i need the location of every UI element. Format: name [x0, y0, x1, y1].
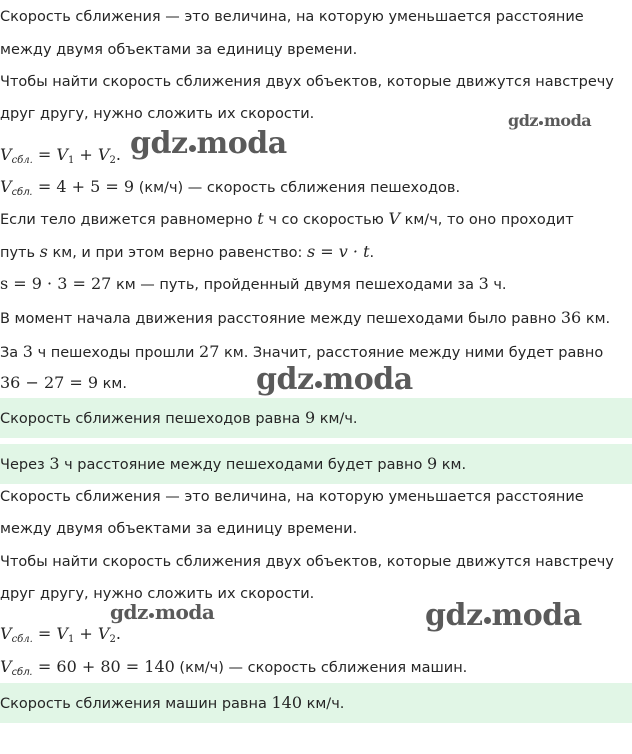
answer-text-1: Скорость сближения пешеходов равна 9 км/ч. [0, 408, 358, 427]
watermark-dot-icon [539, 121, 543, 125]
rule-line-1: Чтобы найти скорость сближения двух объектов, которые движутся навстречу [0, 74, 614, 90]
after-line-1: За 3 ч пешеходы прошли 27 км. Значит, расстояние между ними будет равно [0, 342, 604, 361]
definition-line-1b: Скорость сближения — это величина, на которую уменьшается расстояние [0, 489, 584, 505]
watermark-logo: gdz moda [508, 111, 592, 130]
rule-line-1b: Чтобы найти скорость сближения двух объектов, которые движутся навстречу [0, 554, 614, 570]
watermark-dot-icon [484, 617, 491, 624]
definition-line-1: Скорость сближения — это величина, на которую уменьшается расстояние [0, 9, 584, 25]
watermark-logo: gdz moda [425, 598, 582, 633]
after-line-2: 36 − 27 = 9 км. [0, 373, 127, 392]
path-calc: s = 9 · 3 = 27 км — путь, пройденный двумя пешеходами за 3 ч. [0, 274, 507, 293]
answer-text-2: Через 3 ч расстояние между пешеходами будет равно 9 км. [0, 454, 467, 473]
watermark-logo: gdz moda [110, 600, 215, 624]
definition-line-2b: между двумя объектами за единицу времени. [0, 521, 358, 537]
answer-box-2 [0, 444, 632, 484]
answer-text-3: Скорость сближения машин равна 140 км/ч. [0, 693, 345, 712]
closing-speed-calc: $V_{сбл.} = 4 + 5 = 9$ (км/ч) — скорость сближения пешеходов. [0, 177, 461, 198]
watermark-dot-icon [189, 145, 196, 152]
watermark-dot-icon [149, 613, 154, 618]
formula-line: $V_{сбл.} = V_1 + V_2$. [0, 145, 121, 166]
watermark-dot-icon [315, 381, 322, 388]
motion-line-1: Если тело движется равномерно t ч со скоростью V км/ч, то оно проходит [0, 209, 574, 228]
watermark-logo: gdz moda [130, 126, 287, 161]
rule-line-2b: друг другу, нужно сложить их скорости. [0, 586, 315, 602]
formula-line-b: $V_{сбл.} = V_1 + V_2$. [0, 624, 121, 645]
motion-line-2: путь s км, и при этом верно равенство: s = v · t. [0, 242, 375, 261]
answer-box-3 [0, 683, 632, 723]
rule-line-2: друг другу, нужно сложить их скорости. [0, 106, 315, 122]
answer-box-1 [0, 398, 632, 438]
watermark-logo: gdz moda [256, 362, 413, 397]
start-distance-line: В момент начала движения расстояние между пешеходами было равно 36 км. [0, 308, 611, 327]
definition-line-2: между двумя объектами за единицу времени. [0, 42, 358, 58]
closing-speed-calc-b: $V_{сбл.} = 60 + 80 = 140$ (км/ч) — скорость сближения машин. [0, 657, 468, 678]
